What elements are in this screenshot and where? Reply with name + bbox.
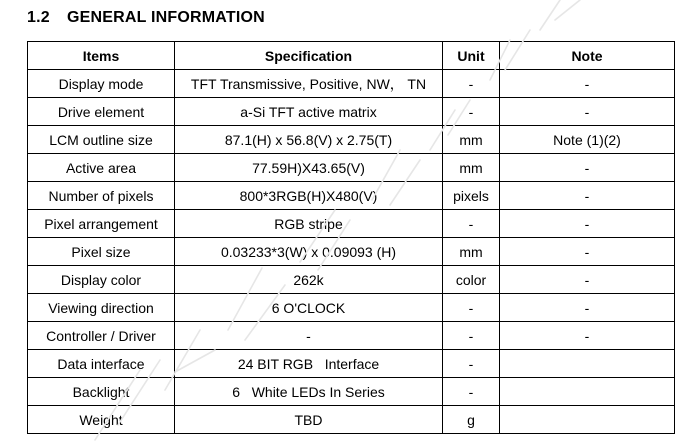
note-cell: -: [500, 210, 675, 238]
spec-cell: 800*3RGB(H)X480(V): [175, 182, 443, 210]
item-cell: Display color: [28, 266, 175, 294]
note-cell: Note (1)(2): [500, 126, 675, 154]
spec-cell: 0.03233*3(W) x 0.09093 (H): [175, 238, 443, 266]
table-header-row: [28, 42, 675, 70]
unit-cell: g: [443, 406, 500, 434]
unit-cell: mm: [443, 154, 500, 182]
unit-cell: -: [443, 210, 500, 238]
table-row: [28, 406, 675, 434]
table-row: [28, 182, 675, 210]
item-cell: Data interface: [28, 350, 175, 378]
unit-cell: -: [443, 350, 500, 378]
note-cell: -: [500, 322, 675, 350]
note-cell: -: [500, 98, 675, 126]
note-cell: -: [500, 154, 675, 182]
table-row: [28, 98, 675, 126]
item-cell: Display mode: [28, 70, 175, 98]
unit-cell: -: [443, 378, 500, 406]
item-cell: Viewing direction: [28, 294, 175, 322]
header-unit: Unit: [443, 42, 500, 70]
note-cell: -: [500, 70, 675, 98]
item-cell: LCM outline size: [28, 126, 175, 154]
header-items: Items: [28, 42, 175, 70]
spec-cell: 6 White LEDs In Series: [175, 378, 443, 406]
item-cell: Controller / Driver: [28, 322, 175, 350]
spec-cell: 24 BIT RGB Interface: [175, 350, 443, 378]
note-cell: -: [500, 238, 675, 266]
section-title: GENERAL INFORMATION: [67, 9, 265, 26]
table-row: [28, 322, 675, 350]
unit-cell: mm: [443, 238, 500, 266]
general-information-table: [27, 41, 675, 434]
spec-cell: 6 O'CLOCK: [175, 294, 443, 322]
spec-cell: a-Si TFT active matrix: [175, 98, 443, 126]
spec-cell: TBD: [175, 406, 443, 434]
section-heading: [27, 9, 265, 27]
item-cell: Pixel arrangement: [28, 210, 175, 238]
table-row: [28, 70, 675, 98]
spec-cell: 262k: [175, 266, 443, 294]
unit-cell: pixels: [443, 182, 500, 210]
table-row: [28, 238, 675, 266]
item-cell: Number of pixels: [28, 182, 175, 210]
unit-cell: -: [443, 70, 500, 98]
unit-cell: -: [443, 98, 500, 126]
note-cell: [500, 406, 675, 434]
spec-cell: RGB stripe: [175, 210, 443, 238]
note-cell: [500, 378, 675, 406]
note-cell: -: [500, 266, 675, 294]
section-number: 1.2: [27, 9, 50, 26]
header-specification: Specification: [175, 42, 443, 70]
item-cell: Active area: [28, 154, 175, 182]
spec-cell: -: [175, 322, 443, 350]
table-row: [28, 154, 675, 182]
note-cell: -: [500, 182, 675, 210]
note-cell: [500, 350, 675, 378]
unit-cell: mm: [443, 126, 500, 154]
table-row: [28, 350, 675, 378]
unit-cell: -: [443, 294, 500, 322]
item-cell: Pixel size: [28, 238, 175, 266]
table-row: [28, 294, 675, 322]
spec-cell: TFT Transmissive, Positive, NW， TN: [175, 70, 443, 98]
table-row: [28, 266, 675, 294]
table-row: [28, 126, 675, 154]
table-row: [28, 378, 675, 406]
item-cell: Backlight: [28, 378, 175, 406]
item-cell: Weight: [28, 406, 175, 434]
unit-cell: -: [443, 322, 500, 350]
spec-cell: 77.59H)X43.65(V): [175, 154, 443, 182]
header-note: Note: [500, 42, 675, 70]
spec-cell: 87.1(H) x 56.8(V) x 2.75(T): [175, 126, 443, 154]
item-cell: Drive element: [28, 98, 175, 126]
note-cell: -: [500, 294, 675, 322]
table-row: [28, 210, 675, 238]
unit-cell: color: [443, 266, 500, 294]
